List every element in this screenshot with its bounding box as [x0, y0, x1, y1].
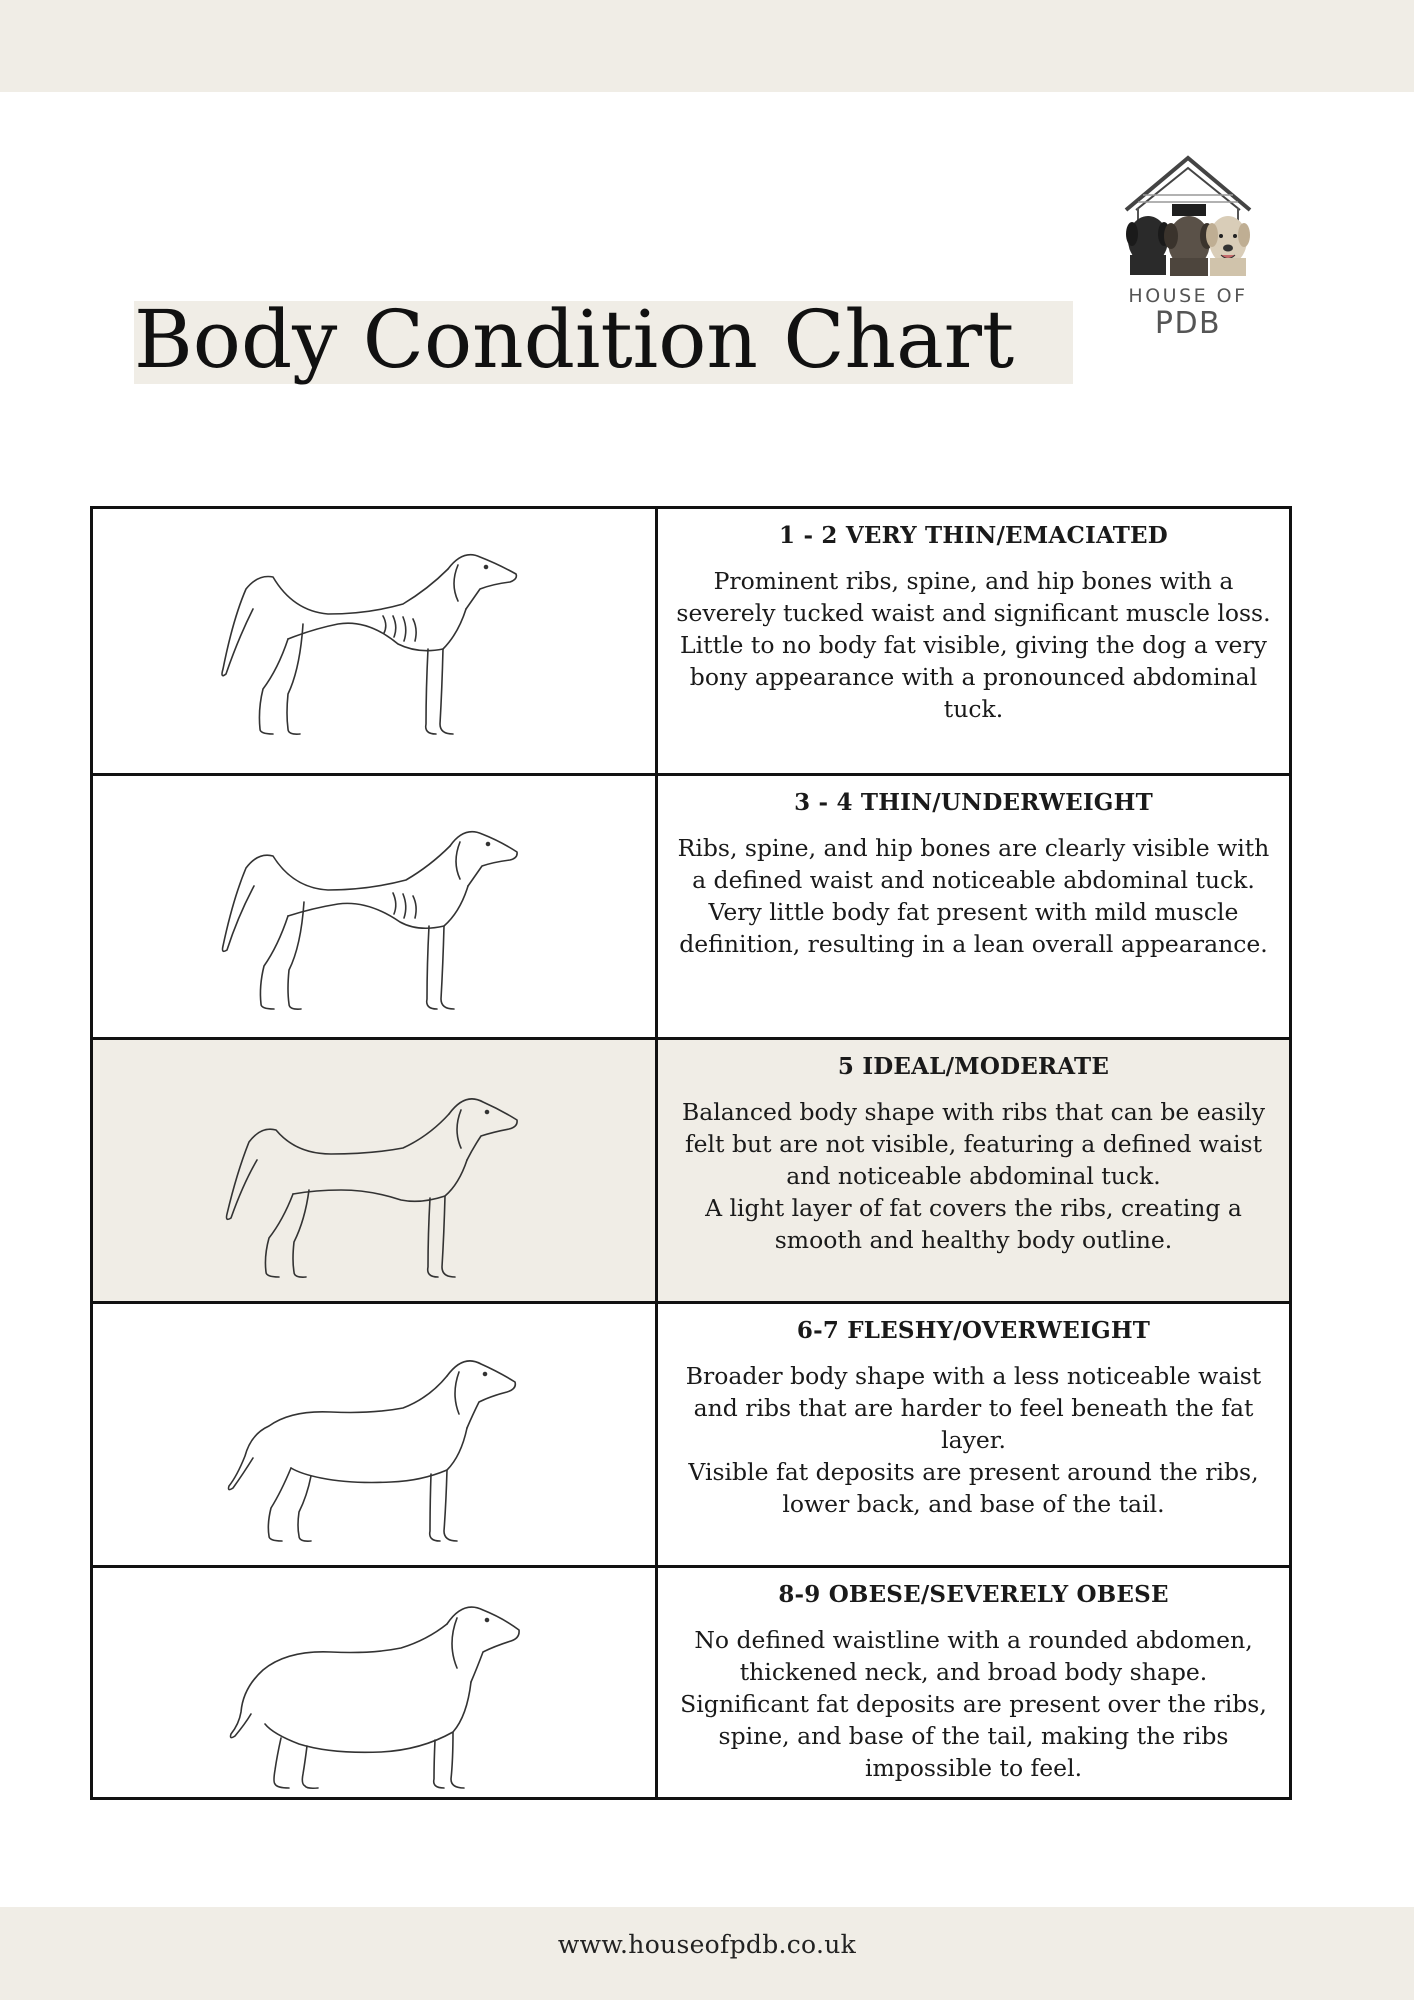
row-heading: 1 - 2 VERY THIN/EMACIATED [779, 522, 1168, 549]
obese-dog-illustration [221, 1584, 521, 1794]
text-cell [658, 776, 1289, 1037]
table-row-very-thin [93, 509, 1289, 773]
ideal-dog-illustration [221, 1072, 521, 1287]
image-cell [93, 776, 658, 1037]
row-description: Broader body shape with a less noticeable waist and ribs that are harder to feel beneath the fat layer. Visible fat deposits are present around the ribs, lower back, and base of the tail. [685, 1362, 1262, 1518]
table-row-overweight [93, 1301, 1289, 1565]
table-row-thin [93, 773, 1289, 1037]
image-cell [93, 1040, 658, 1301]
row-heading: 3 - 4 THIN/UNDERWEIGHT [794, 789, 1153, 816]
text-cell [658, 1568, 1289, 1797]
row-heading: 5 IDEAL/MODERATE [837, 1053, 1110, 1080]
row-description: Prominent ribs, spine, and hip bones with a severely tucked waist and significant muscle loss. Little to no body fat visible, giving the dog a very bony appearance with a pronounced abdominal tuck. [676, 567, 1271, 723]
thin-dog-illustration [218, 804, 518, 1019]
text-cell [658, 1040, 1289, 1301]
footer-website-link[interactable]: www.houseofpdb.co.uk [557, 1930, 857, 1959]
logo-text-pdb: PDB [1154, 306, 1222, 341]
image-cell [93, 509, 658, 773]
image-cell [93, 1304, 658, 1565]
emaciated-dog-illustration [218, 529, 518, 744]
row-description: No defined waistline with a rounded abdomen, thickened neck, and broad body shape. Significant fat deposits are present over the ribs, spine, and base of the tail, making the ribs impossible to feel. [680, 1626, 1267, 1782]
dog-house-icon [1108, 150, 1268, 290]
image-cell [93, 1568, 658, 1797]
header-band [0, 0, 1414, 92]
body-condition-table [90, 506, 1292, 1800]
row-heading: 8-9 OBESE/SEVERELY OBESE [778, 1581, 1169, 1608]
logo-text-house-of: HOUSE OF [1128, 285, 1248, 307]
text-cell [658, 509, 1289, 773]
overweight-dog-illustration [221, 1336, 521, 1551]
row-description: Ribs, spine, and hip bones are clearly visible with a defined waist and noticeable abdominal tuck. Very little body fat present with mild muscle definition, resulting in a lean overall appearance. [677, 834, 1270, 958]
text-cell [658, 1304, 1289, 1565]
table-row-ideal [93, 1037, 1289, 1301]
page-title: Body Condition Chart [134, 293, 1015, 386]
table-row-obese [93, 1565, 1289, 1797]
row-description: Balanced body shape with ribs that can be easily felt but are not visible, featuring a defined waist and noticeable abdominal tuck. A light layer of fat covers the ribs, creating a smooth and healthy body outline. [681, 1098, 1266, 1254]
row-heading: 6-7 FLESHY/OVERWEIGHT [796, 1317, 1151, 1344]
